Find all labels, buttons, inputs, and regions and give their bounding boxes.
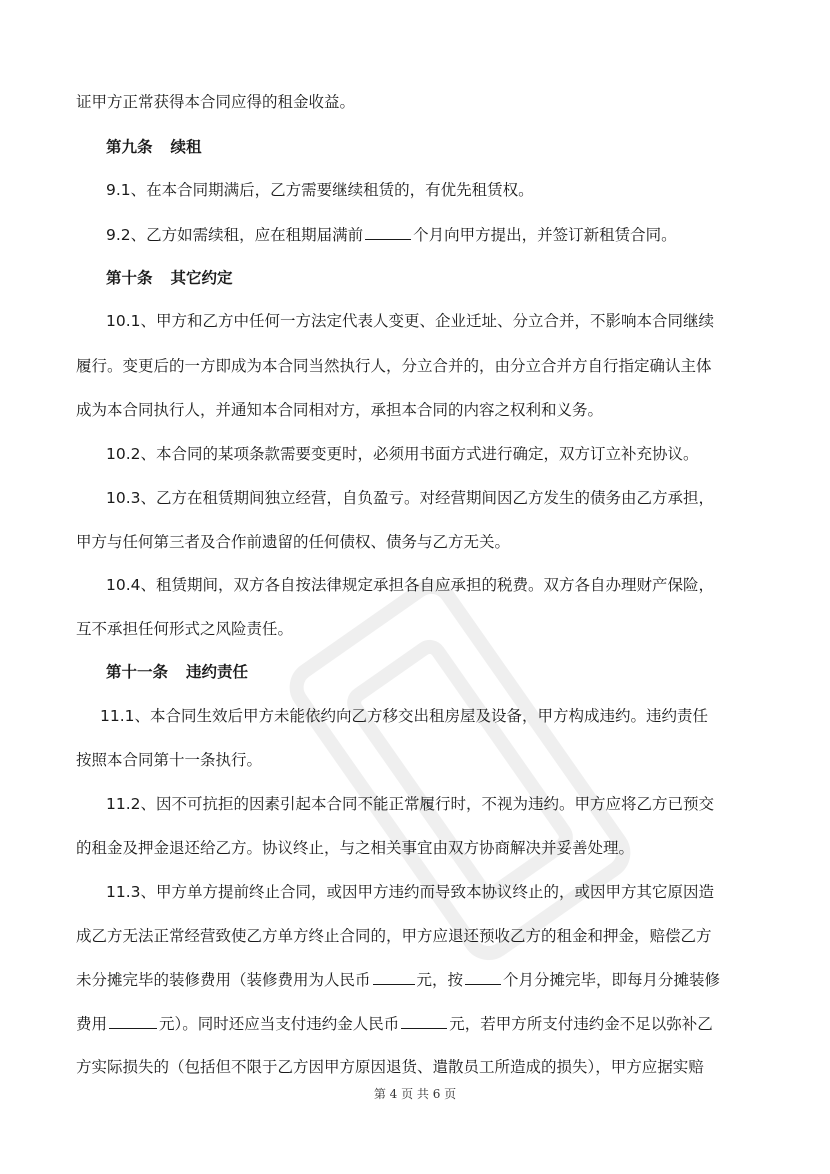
paragraph-line: 成为本合同执行人，并通知本合同相对方，承担本合同的内容之权利和义务。: [76, 401, 604, 419]
article-11-heading: [106, 653, 786, 691]
paragraph-line: 方实际损失的（包括但不限于乙方因甲方原因退货、遣散员工所造成的损失），甲方应据实赔: [76, 1058, 704, 1076]
paragraph-line: 的租金及押金退还给乙方。协议终止，与之相关事宜由双方协商解决并妥善处理。: [76, 839, 635, 857]
text-segment: 个月分摊完毕，即每月分摊装修: [503, 971, 721, 989]
text-segment: 元，若甲方所支付违约金不足以弥补乙: [449, 1015, 713, 1033]
article-title: 违约责任: [186, 663, 249, 681]
paragraph-line: 证甲方正常获得本合同应得的租金收益。: [76, 93, 356, 111]
article-number: 第十一条: [106, 663, 169, 681]
paragraph-line: 按照本合同第十一条执行。: [76, 751, 263, 769]
article-10-heading: [106, 259, 786, 297]
paragraph-line: 甲方与任何第三者及合作前遗留的任何债权、债务与乙方无关。: [76, 533, 511, 551]
fill-in-blank[interactable]: [373, 983, 415, 985]
text-segment: 个月向甲方提出，并签订新租赁合同。: [413, 226, 677, 244]
paragraph-11-3-line-d: [76, 1005, 756, 1043]
text-segment: 费用: [76, 1015, 108, 1033]
paragraph-line: 成乙方无法正常经营致使乙方单方终止合同的，甲方应退还预收乙方的租金和押金，赔偿乙方: [76, 927, 712, 945]
text-segment: 元）。同时还应当支付违约金人民币: [159, 1015, 400, 1033]
paragraph-line: 10.2、本合同的某项条款需要变更时，必须用书面方式进行确定，双方订立补充协议。: [106, 445, 699, 463]
fill-in-blank[interactable]: [365, 238, 411, 240]
paragraph-line: 9.1、在本合同期满后，乙方需要继续租赁的，有优先租赁权。: [106, 181, 534, 199]
paragraph-line: 10.3、乙方在租赁期间独立经营，自负盈亏。对经营期间因乙方发生的债务由乙方承担，: [106, 489, 715, 507]
text-segment: 元，按: [416, 971, 464, 989]
paragraph-11-3-line-c: [76, 961, 756, 999]
paragraph-9-2: [106, 216, 756, 254]
paragraph-line: 履行。变更后的一方即成为本合同当然执行人，分立合并的，由分立合并方自行指定确认主体: [76, 357, 712, 375]
article-title: 续租: [170, 138, 202, 156]
paragraph-line: 11.2、因不可抗拒的因素引起本合同不能正常履行时，不视为违约。甲方应将乙方已预交: [106, 795, 715, 813]
paragraph-line: 11.1、本合同生效后甲方未能依约向乙方移交出租房屋及设备，甲方构成违约。违约责任: [100, 707, 709, 725]
fill-in-blank[interactable]: [109, 1027, 157, 1029]
fill-in-blank[interactable]: [465, 983, 501, 985]
page-footer: 第 4 页 共 6 页: [373, 1087, 457, 1101]
paragraph-line: 互不承担任何形式之风险责任。: [76, 620, 294, 638]
article-number: 第十条: [106, 269, 153, 287]
paragraph-line: 10.1、甲方和乙方中任何一方法定代表人变更、企业迁址、分立合并，不影响本合同继续: [106, 312, 715, 330]
text-segment: 未分摊完毕的装修费用（装修费用为人民币: [76, 971, 371, 989]
article-title: 其它约定: [170, 269, 233, 287]
article-9-heading: [106, 128, 786, 166]
article-number: 第九条: [106, 138, 153, 156]
text-segment: 9.2、乙方如需续租，应在租期届满前: [106, 226, 364, 244]
paragraph-line: 11.3、甲方单方提前终止合同，或因甲方违约而导致本协议终止的，或因甲方其它原因造: [106, 883, 715, 901]
fill-in-blank[interactable]: [401, 1027, 447, 1029]
paragraph-line: 10.4、租赁期间，双方各自按法律规定承担各自应承担的税费。双方各自办理财产保险，: [106, 576, 715, 594]
